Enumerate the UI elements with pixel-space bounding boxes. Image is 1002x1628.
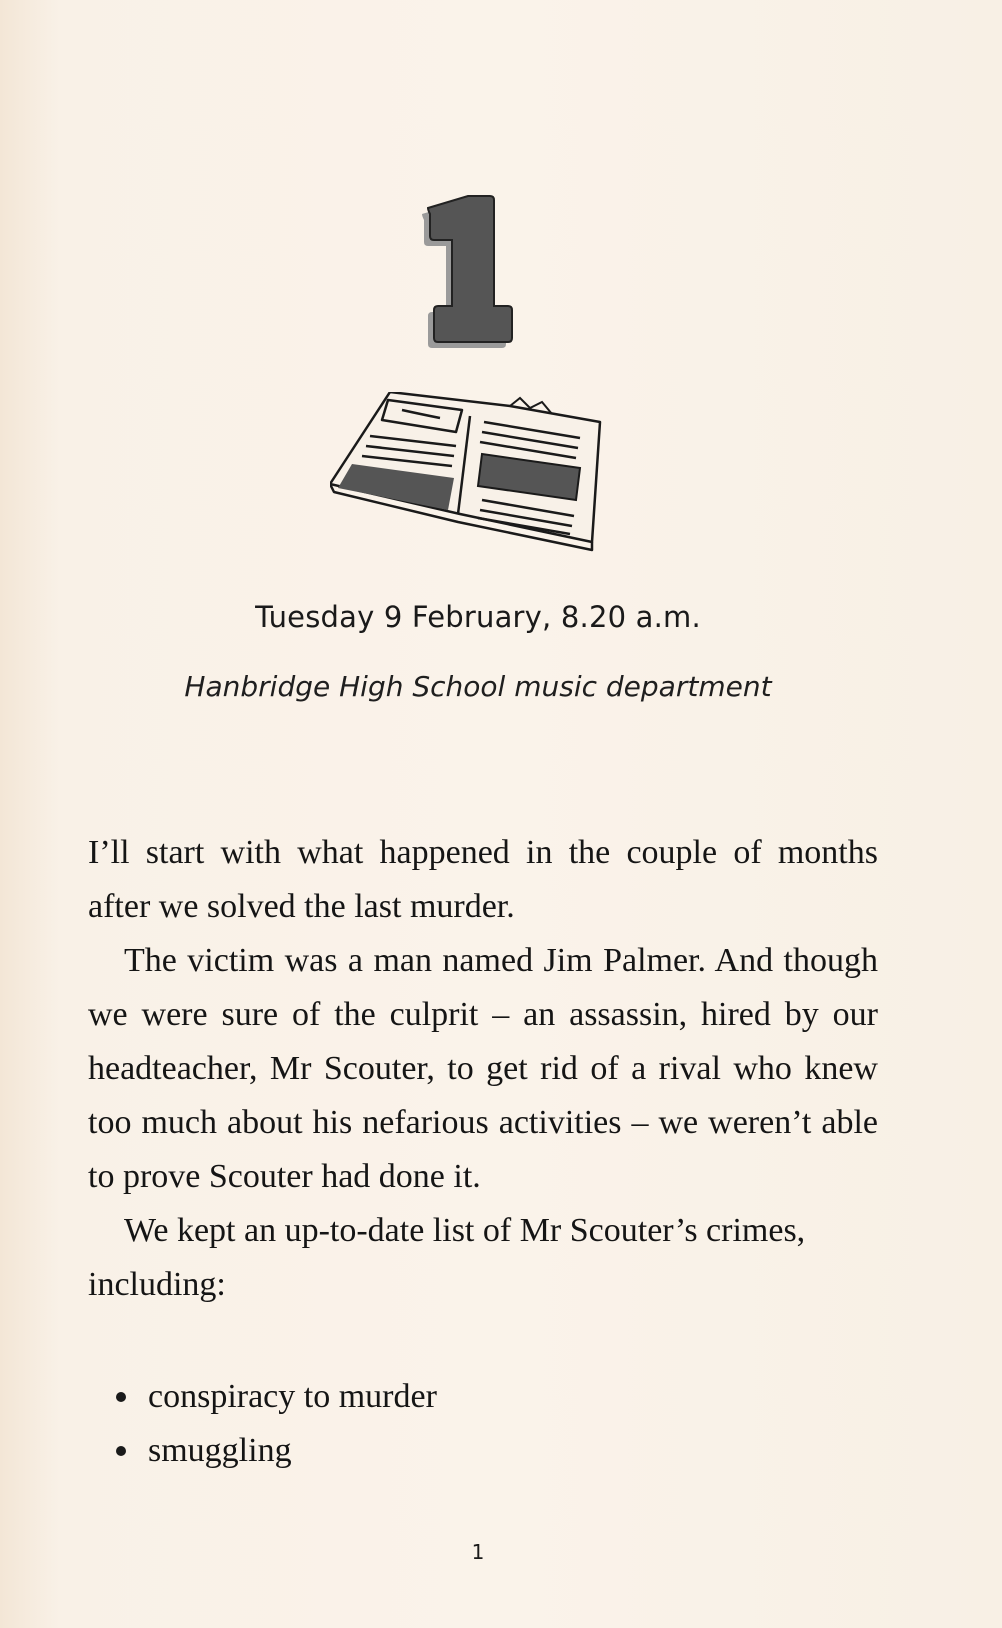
- page-number: 1: [471, 1540, 485, 1564]
- crimes-list: [116, 1370, 437, 1478]
- paragraph: I’ll start with what happened in the couple of months after we solved the last murder.: [88, 834, 878, 925]
- list-item: [116, 1370, 437, 1424]
- list-item: [116, 1424, 437, 1478]
- chapter-number-graphic: [420, 188, 520, 358]
- bullet-icon: [116, 1392, 126, 1402]
- chapter-location: Hanbridge High School music department: [184, 670, 772, 703]
- chapter-number: [420, 188, 520, 358]
- chapter-time-heading: Tuesday 9 February, 8.20 a.m.: [255, 600, 701, 634]
- list-item-text: smuggling: [148, 1432, 292, 1469]
- list-item-text: conspiracy to murder: [148, 1378, 437, 1415]
- body-text: [88, 826, 878, 1312]
- bullet-icon: [116, 1446, 126, 1456]
- paragraph: The victim was a man named Jim Palmer. And though we were sure of the culprit – an assassin, hired by our headteacher, Mr Scouter, to get rid of a rival who knew too much about his nefarious activities – we weren’t able to prove Scouter had done it.: [88, 942, 878, 1195]
- paragraph: We kept an up-to-date list of Mr Scouter’s crimes, including:: [88, 1212, 806, 1303]
- newspaper-icon: [330, 392, 630, 562]
